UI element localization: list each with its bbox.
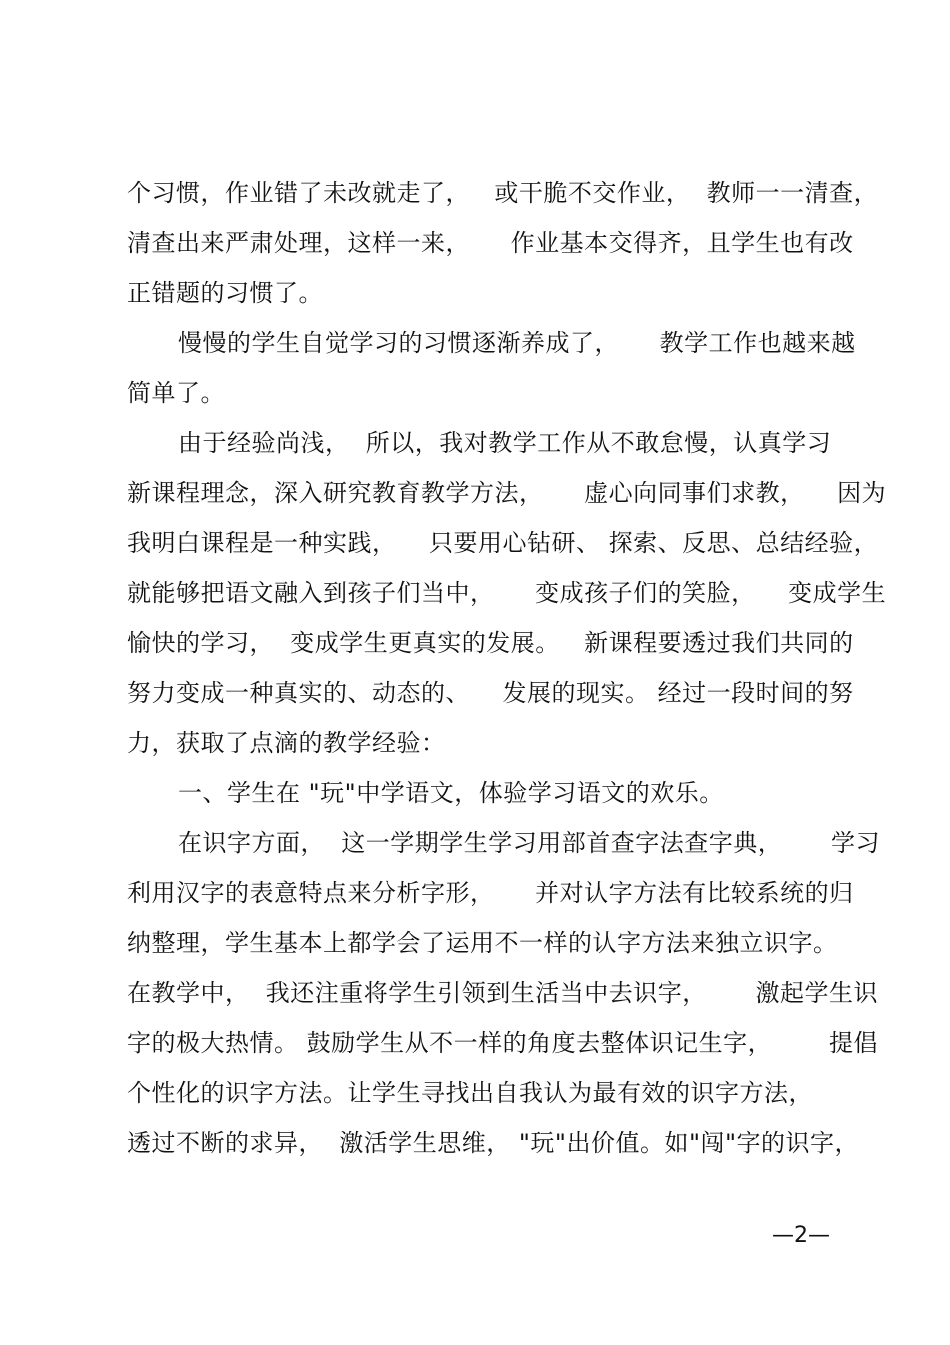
- text-line-19: 个性化的识字方法。让学生寻找出自我认为最有效的识字方法，: [127, 1079, 813, 1107]
- text-line-7: 新课程理念，深入研究教育教学方法， 虚心向同事们求教， 因为: [127, 479, 887, 507]
- text-line-18: 字的极大热情。 鼓励学生从不一样的角度去整体识记生字， 提倡: [127, 1029, 879, 1057]
- text-line-14: 在识字方面， 这一学期学生学习用部首查字法查字典， 学习: [178, 829, 881, 857]
- text-line-15: 利用汉字的表意特点来分析字形， 并对认字方法有比较系统的归: [127, 879, 854, 907]
- text-line-11: 努力变成一种真实的、动态的、 发展的现实。 经过一段时间的努: [127, 679, 854, 707]
- text-line-9: 就能够把语文融入到孩子们当中， 变成孩子们的笑脸， 变成学生: [127, 579, 887, 607]
- text-line-10: 愉快的学习， 变成学生更真实的发展。 新课程要透过我们共同的: [127, 629, 854, 657]
- text-line-2: 清查出来严肃处理，这样一来， 作业基本交得齐，且学生也有改: [127, 229, 854, 257]
- text-line-3: 正错题的习惯了。: [127, 279, 323, 307]
- text-line-17: 在教学中， 我还注重将学生引领到生活当中去识字， 激起学生识: [127, 979, 879, 1007]
- text-line-12: 力，获取了点滴的教学经验：: [127, 729, 446, 757]
- text-line-1: 个习惯，作业错了未改就走了， 或干脆不交作业， 教师一一清查，: [127, 179, 879, 207]
- text-line-4: 慢慢的学生自觉学习的习惯逐渐养成了， 教学工作也越来越: [178, 329, 856, 357]
- text-line-13: 一、学生在 "玩"中学语文，体验学习语文的欢乐。: [178, 779, 724, 807]
- text-line-6: 由于经验尚浅， 所以，我对教学工作从不敢怠慢，认真学习: [178, 429, 832, 457]
- text-line-5: 简单了。: [127, 379, 225, 407]
- page-number: —2—: [772, 1223, 830, 1248]
- text-line-16: 纳整理，学生基本上都学会了运用不一样的认字方法来独立识字。: [127, 929, 838, 957]
- text-line-8: 我明白课程是一种实践， 只要用心钻研、 探索、反思、总结经验，: [127, 529, 879, 557]
- text-line-20: 透过不断的求异， 激活学生思维， "玩"出价值。如"闯"字的识字，: [127, 1129, 860, 1157]
